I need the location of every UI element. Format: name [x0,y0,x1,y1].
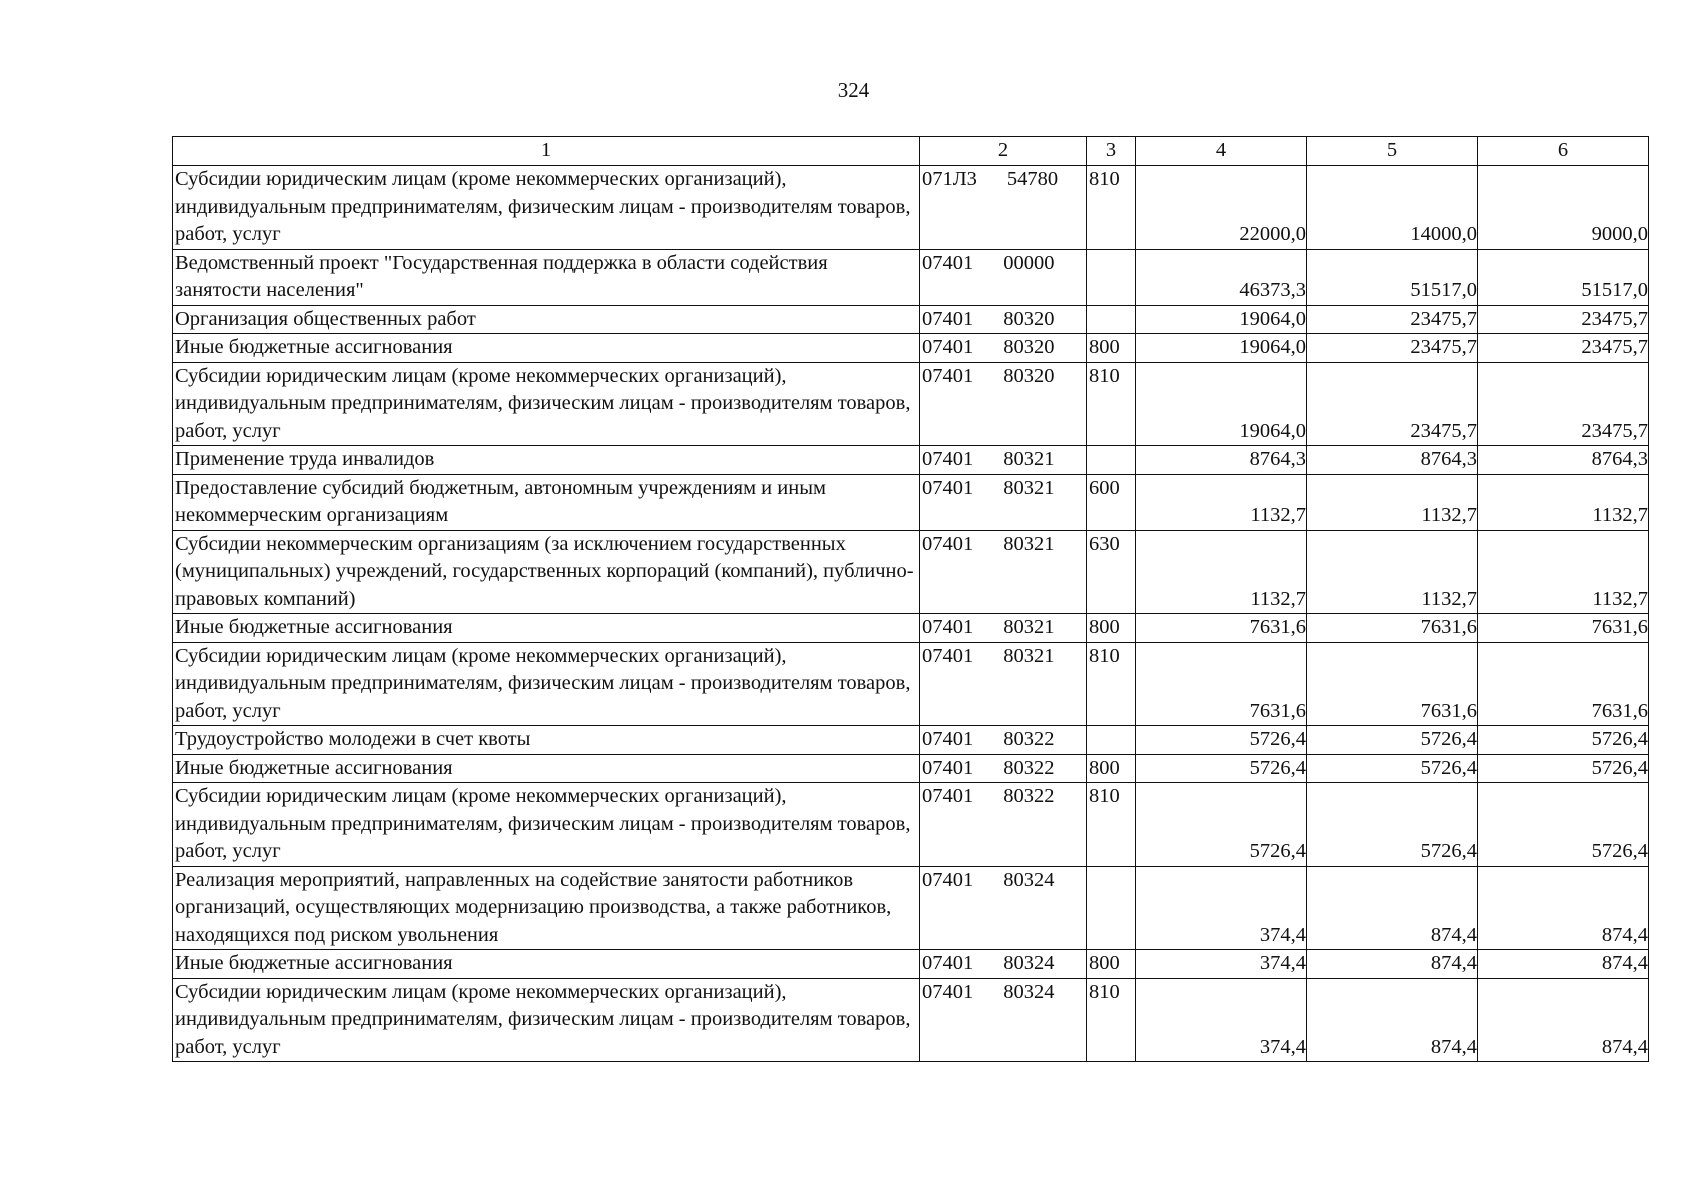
amount-col5: 7631,6 [1307,642,1478,726]
header-row [173,137,1649,166]
amount-col4: 7631,6 [1136,642,1307,726]
amount-col4: 374,4 [1136,950,1307,979]
code-direction: 80322 [1003,728,1055,750]
table-row [173,978,1649,1062]
expense-type: 630 [1087,530,1136,614]
code-direction: 80321 [1003,476,1055,499]
amount-col6: 874,4 [1478,978,1649,1062]
code-program: 07401 [922,785,974,807]
amount-col5: 14000,0 [1307,166,1478,250]
expense-type: 810 [1087,783,1136,867]
code-direction: 80320 [1003,364,1055,387]
row-name: Субсидии юридическим лицам (кроме некоммерческих организаций), индивидуальным предпринимателям, физическим лицам - производителям товаров, работ, услуг [173,642,920,726]
expense-type [1087,726,1136,755]
amount-col4: 5726,4 [1136,726,1307,755]
amount-col5: 8764,3 [1307,446,1478,475]
row-name: Субсидии некоммерческим организациям (за исключением государственных (муниципальных) учреждений, государственных корпораций (компаний), публично-правовых компаний) [173,530,920,614]
code-program: 07401 [922,868,974,891]
amount-col4: 7631,6 [1136,614,1307,643]
amount-col5: 51517,0 [1307,249,1478,305]
row-name: Субсидии юридическим лицам (кроме некоммерческих организаций), индивидуальным предпринимателям, физическим лицам - производителям товаров, работ, услуг [173,362,920,446]
row-name: Иные бюджетные ассигнования [173,950,920,979]
column-header: 5 [1307,137,1478,166]
code-direction: 80321 [1003,644,1055,667]
target-code [920,166,1087,250]
row-name: Организация общественных работ [173,305,920,334]
amount-col4: 46373,3 [1136,249,1307,305]
amount-col6: 7631,6 [1478,614,1649,643]
amount-col5: 5726,4 [1307,726,1478,755]
amount-col6: 23475,7 [1478,305,1649,334]
row-name: Предоставление субсидий бюджетным, автономным учреждениям и иным некоммерческим организациям [173,474,920,530]
amount-col4: 19064,0 [1136,334,1307,363]
page-number: 324 [837,78,870,102]
table-row [173,726,1649,755]
table-row [173,866,1649,950]
code-direction: 80321 [1003,532,1055,555]
code-program: 07401 [922,476,974,499]
amount-col4: 22000,0 [1136,166,1307,250]
amount-col5: 874,4 [1307,978,1478,1062]
code-program: 07401 [922,756,974,779]
code-direction: 00000 [1003,251,1055,274]
target-code [920,642,1087,726]
row-name: Реализация мероприятий, направленных на содействие занятости работников организаций, осуществляющих модернизацию производства, а также работников, находящихся под риском увольнения [173,866,920,950]
table-row [173,474,1649,530]
code-program: 07401 [922,307,974,330]
table-row [173,614,1649,643]
table-row [173,166,1649,250]
amount-col6: 8764,3 [1478,446,1649,475]
amount-col4: 374,4 [1136,866,1307,950]
code-program: 071Л3 [922,168,977,190]
expense-type: 800 [1087,950,1136,979]
amount-col5: 23475,7 [1307,334,1478,363]
amount-col6: 9000,0 [1478,166,1649,250]
table-header [173,137,1649,166]
amount-col6: 23475,7 [1478,334,1649,363]
target-code [920,362,1087,446]
expense-type: 800 [1087,754,1136,783]
target-code [920,249,1087,305]
table-row [173,530,1649,614]
amount-col5: 874,4 [1307,950,1478,979]
amount-col5: 874,4 [1307,866,1478,950]
code-program: 07401 [922,952,974,974]
table-row [173,446,1649,475]
table-row [173,754,1649,783]
table-body [173,166,1649,1062]
target-code [920,754,1087,783]
amount-col6: 1132,7 [1478,474,1649,530]
code-direction: 80320 [1003,336,1055,358]
amount-col6: 5726,4 [1478,783,1649,867]
code-program: 07401 [922,336,974,358]
amount-col5: 23475,7 [1307,305,1478,334]
amount-col6: 874,4 [1478,950,1649,979]
table-row [173,950,1649,979]
table-row [173,362,1649,446]
column-header: 6 [1478,137,1649,166]
target-code [920,446,1087,475]
target-code [920,978,1087,1062]
amount-col4: 1132,7 [1136,530,1307,614]
amount-col6: 1132,7 [1478,530,1649,614]
code-program: 07401 [922,251,974,274]
amount-col6: 5726,4 [1478,726,1649,755]
target-code [920,726,1087,755]
code-direction: 80324 [1003,980,1055,1003]
amount-col5: 23475,7 [1307,362,1478,446]
target-code [920,866,1087,950]
amount-col4: 5726,4 [1136,754,1307,783]
code-program: 07401 [922,728,974,750]
expense-type: 810 [1087,978,1136,1062]
amount-col4: 374,4 [1136,978,1307,1062]
column-header: 4 [1136,137,1307,166]
expense-type [1087,866,1136,950]
amount-col5: 7631,6 [1307,614,1478,643]
expense-type: 800 [1087,334,1136,363]
code-direction: 80321 [1003,448,1055,470]
code-program: 07401 [922,644,974,667]
table-row [173,305,1649,334]
code-direction: 80322 [1003,756,1055,779]
amount-col6: 7631,6 [1478,642,1649,726]
row-name: Ведомственный проект "Государственная поддержка в области содействия занятости населения" [173,249,920,305]
code-program: 07401 [922,448,974,470]
row-name: Применение труда инвалидов [173,446,920,475]
column-header: 1 [173,137,920,166]
target-code [920,614,1087,643]
target-code [920,783,1087,867]
code-direction: 80320 [1003,307,1055,330]
code-direction: 80322 [1003,785,1055,807]
target-code [920,334,1087,363]
target-code [920,950,1087,979]
code-program: 07401 [922,364,974,387]
amount-col5: 1132,7 [1307,530,1478,614]
table-row [173,642,1649,726]
target-code [920,530,1087,614]
code-program: 07401 [922,616,974,638]
amount-col4: 1132,7 [1136,474,1307,530]
target-code [920,305,1087,334]
column-header: 2 [920,137,1087,166]
expense-type: 810 [1087,642,1136,726]
amount-col6: 23475,7 [1478,362,1649,446]
code-direction: 80321 [1003,616,1055,638]
table-row [173,783,1649,867]
row-name: Иные бюджетные ассигнования [173,614,920,643]
amount-col4: 19064,0 [1136,362,1307,446]
code-direction: 80324 [1003,952,1055,974]
row-name: Иные бюджетные ассигнования [173,334,920,363]
code-program: 07401 [922,980,974,1003]
amount-col4: 8764,3 [1136,446,1307,475]
code-direction: 80324 [1003,868,1055,891]
amount-col6: 51517,0 [1478,249,1649,305]
amount-col5: 5726,4 [1307,783,1478,867]
row-name: Субсидии юридическим лицам (кроме некоммерческих организаций), индивидуальным предпринимателям, физическим лицам - производителям товаров, работ, услуг [173,783,920,867]
column-header: 3 [1087,137,1136,166]
budget-table [172,136,1649,1062]
amount-col6: 5726,4 [1478,754,1649,783]
table-row [173,249,1649,305]
amount-col5: 1132,7 [1307,474,1478,530]
expense-type [1087,305,1136,334]
amount-col6: 874,4 [1478,866,1649,950]
expense-type: 810 [1087,362,1136,446]
expense-type: 600 [1087,474,1136,530]
amount-col5: 5726,4 [1307,754,1478,783]
amount-col4: 5726,4 [1136,783,1307,867]
target-code [920,474,1087,530]
expense-type: 800 [1087,614,1136,643]
expense-type [1087,249,1136,305]
amount-col4: 19064,0 [1136,305,1307,334]
row-name: Иные бюджетные ассигнования [173,754,920,783]
code-direction: 54780 [1006,168,1059,190]
row-name: Субсидии юридическим лицам (кроме некоммерческих организаций), индивидуальным предпринимателям, физическим лицам - производителям товаров, работ, услуг [173,166,920,250]
code-program: 07401 [922,532,974,555]
row-name: Трудоустройство молодежи в счет квоты [173,726,920,755]
expense-type: 810 [1087,166,1136,250]
row-name: Субсидии юридическим лицам (кроме некоммерческих организаций), индивидуальным предпринимателям, физическим лицам - производителям товаров, работ, услуг [173,978,920,1062]
expense-type [1087,446,1136,475]
table-row [173,334,1649,363]
